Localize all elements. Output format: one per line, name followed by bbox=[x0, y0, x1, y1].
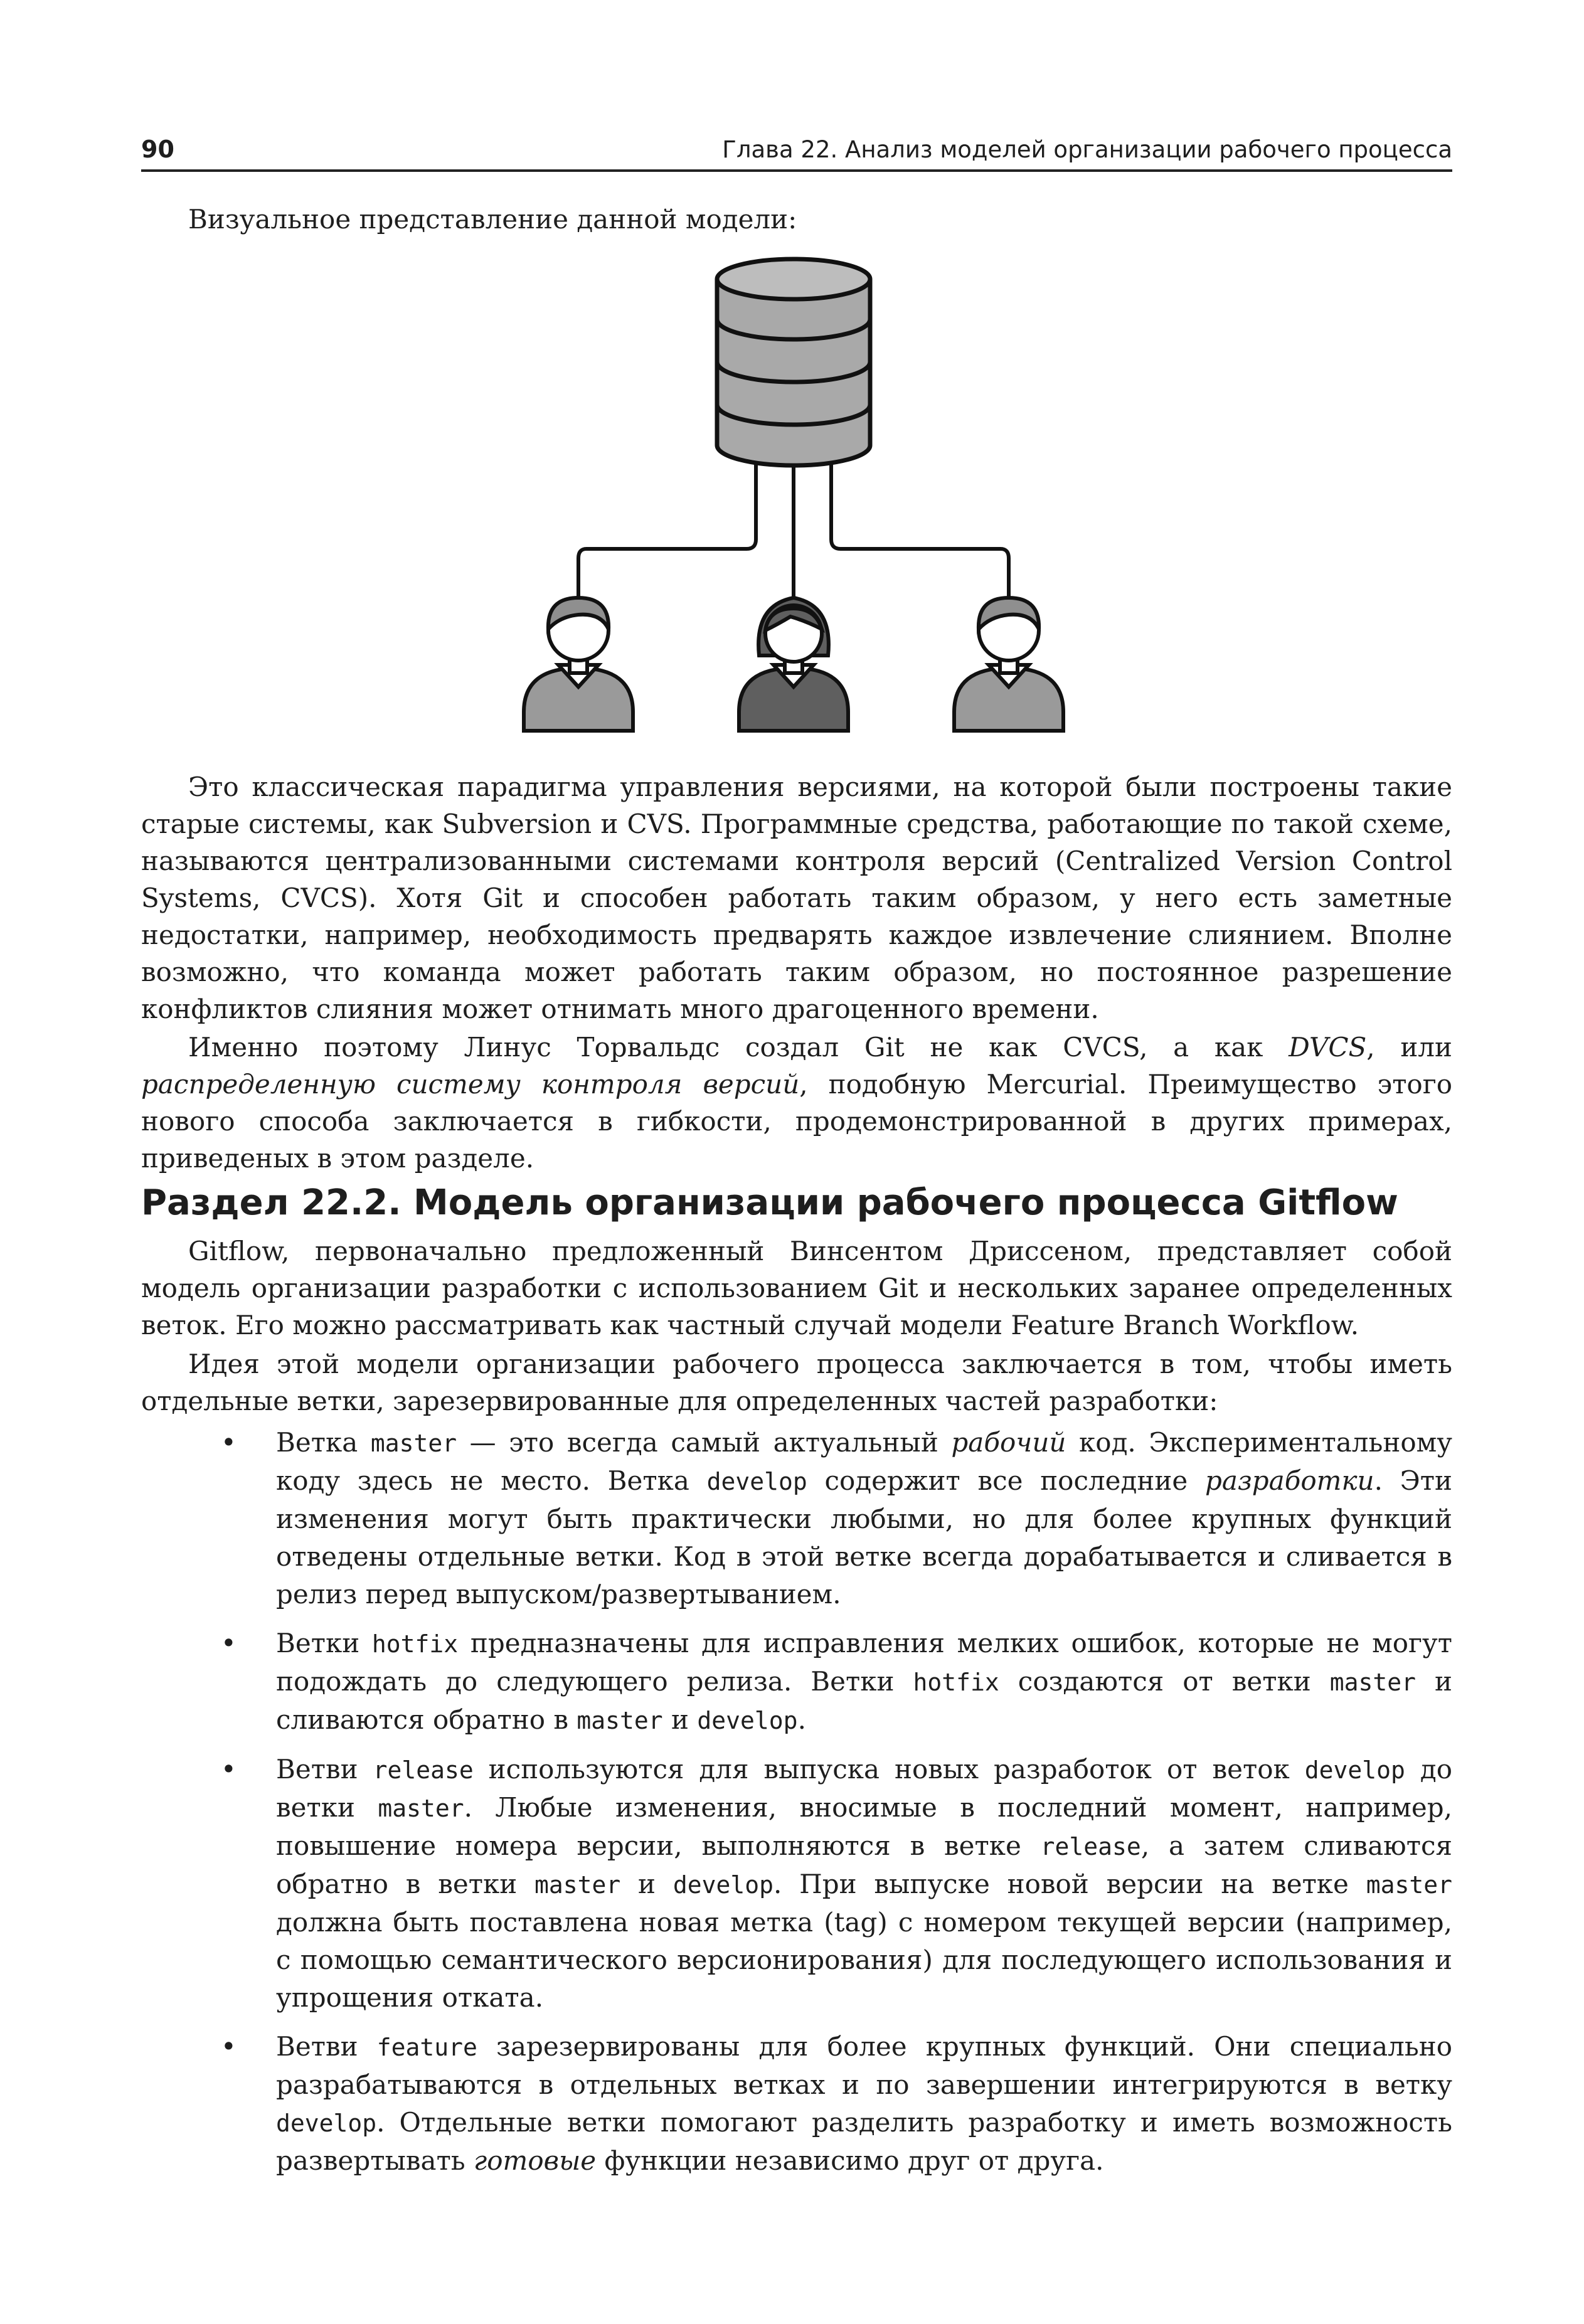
bullet: • bbox=[221, 1628, 237, 1658]
emphasis: разработки bbox=[1204, 1465, 1374, 1496]
connector-right bbox=[831, 442, 1009, 605]
list-item-hotfix bbox=[141, 1625, 1452, 1739]
cvcs-diagram bbox=[521, 254, 1066, 743]
paragraph-dvcs bbox=[141, 1029, 1452, 1177]
bullet: • bbox=[221, 2031, 237, 2062]
text: . Любые изменения, вносимые в последний момент, например, повышение номера версии, выполняются в ветке bbox=[276, 1792, 1452, 1861]
text: зарезервированы для более крупных функций. Они специально разрабатываются в отдельных ветках и по завершении интегрируются в ветку bbox=[276, 2031, 1452, 2100]
text: . Эти изменения могут быть практически любыми, но для более крупных функций отведены отдельные ветки. Код в этой ветке всегда дорабатывается и сливается в релиз перед выпуском/развертыванием. bbox=[276, 1465, 1452, 1610]
paragraph-cvcs: Это классическая парадигма управления версиями, на которой были построены такие старые системы, как Subversion и CVS. Программные средства, работающие по такой схеме, называются централизованными системами контроля версий (Centralized Version Control Systems, CVCS). Хотя Git и способен работать таким образом, у него есть заметные недостатки, например, необходимость предварять каждое извлечение слиянием. Вполне возможно, что команда может работать таким образом, но постоянное разрешение конфликтов слияния может отнимать много драгоценного времени. bbox=[141, 772, 1452, 1024]
code: master bbox=[1366, 1871, 1452, 1899]
user-icon bbox=[524, 598, 633, 731]
text: Ветка bbox=[276, 1427, 371, 1458]
paragraph-gitflow-idea: Идея этой модели организации рабочего процесса заключается в том, чтобы иметь отдельные ветки, зарезервированные для определенных частей разработки: bbox=[141, 1349, 1452, 1416]
text: должна быть поставлена новая метка (tag) с номером текущей версии (например, с помощью семантического версионирования) для последующего использования и упрощения отката. bbox=[276, 1907, 1452, 2013]
list-item-feature bbox=[141, 2028, 1452, 2180]
user-female-icon bbox=[739, 598, 848, 731]
code: master bbox=[378, 1795, 464, 1822]
emphasis: готовые bbox=[474, 2145, 597, 2176]
list-item-release bbox=[141, 1751, 1452, 2017]
text: — это всегда самый актуальный bbox=[457, 1427, 952, 1458]
branch-list bbox=[141, 1424, 1452, 2191]
database-icon bbox=[717, 259, 870, 465]
code: release bbox=[1040, 1833, 1141, 1860]
code: master bbox=[534, 1871, 621, 1899]
code: release bbox=[373, 1756, 474, 1784]
text: Ветви bbox=[276, 1754, 373, 1785]
connector-left bbox=[578, 442, 756, 605]
text: и bbox=[620, 1869, 673, 1899]
running-title: Глава 22. Анализ моделей организации рабочего процесса bbox=[722, 136, 1452, 163]
text: функции независимо друг от друга. bbox=[596, 2145, 1104, 2176]
code: develop bbox=[1304, 1756, 1405, 1784]
code: master bbox=[577, 1707, 663, 1734]
code: feature bbox=[376, 2034, 477, 2061]
text: Ветви bbox=[276, 2031, 377, 2062]
paragraph-gitflow-intro: Gitflow, первоначально предложенный Винсентом Дриссеном, представляет собой модель организации разработки с использованием Git и нескольких заранее определенных веток. Его можно рассматривать как частный случай модели Feature Branch Workflow. bbox=[141, 1236, 1452, 1340]
code: hotfix bbox=[913, 1669, 999, 1696]
section-title: Раздел 22.2. Модель организации рабочего процесса Gitflow bbox=[141, 1182, 1398, 1223]
text: , подобную Mercurial. Преимущество этого нового способа заключается в гибкости, продемонстрированной в других примерах, приведеных в этом разделе. bbox=[141, 1069, 1453, 1174]
text: , а затем сливаются обратно в ветки bbox=[276, 1830, 1452, 1899]
emphasis: распределенную систему контроля версий bbox=[141, 1069, 800, 1100]
text: Ветки bbox=[276, 1628, 372, 1658]
code: develop bbox=[697, 1707, 798, 1734]
text: Именно поэтому Линус Торвальдс создал Git не как CVCS, а как bbox=[188, 1032, 1289, 1063]
code: master bbox=[1329, 1669, 1417, 1696]
text: используются для выпуска новых разработок от веток bbox=[473, 1754, 1305, 1785]
user-icon bbox=[954, 598, 1063, 731]
code: develop bbox=[276, 2109, 377, 2137]
bullet: • bbox=[221, 1754, 237, 1785]
text: . Отдельные ветки помогают разделить разработку и иметь возможность развертывать bbox=[276, 2107, 1452, 2176]
list-item-master bbox=[141, 1424, 1452, 1613]
text: до ветки bbox=[276, 1754, 1452, 1823]
text: . bbox=[797, 1704, 806, 1735]
figure-intro: Визуальное представление данной модели: bbox=[188, 204, 797, 235]
page-header bbox=[141, 132, 1452, 172]
text: код. Экспериментальному коду здесь не место. Ветка bbox=[276, 1427, 1452, 1496]
page-number: 90 bbox=[141, 135, 174, 163]
text: предназначены для исправления мелких ошибок, которые не могут подождать до следующего релиза. Ветки bbox=[276, 1628, 1452, 1697]
text: , или bbox=[1366, 1032, 1452, 1063]
text: и сливаются обратно в bbox=[276, 1666, 1453, 1735]
emphasis: DVCS bbox=[1289, 1032, 1367, 1063]
text: . При выпуске новой версии на ветке bbox=[773, 1869, 1366, 1899]
text: и bbox=[662, 1704, 698, 1735]
code: hotfix bbox=[371, 1630, 459, 1658]
emphasis: рабочий bbox=[951, 1427, 1066, 1458]
text: содержит все последние bbox=[807, 1465, 1205, 1496]
text: создаются от ветки bbox=[999, 1666, 1330, 1697]
bullet: • bbox=[221, 1427, 237, 1458]
code: develop bbox=[706, 1468, 807, 1495]
code: develop bbox=[672, 1871, 773, 1899]
code: master bbox=[370, 1430, 457, 1457]
